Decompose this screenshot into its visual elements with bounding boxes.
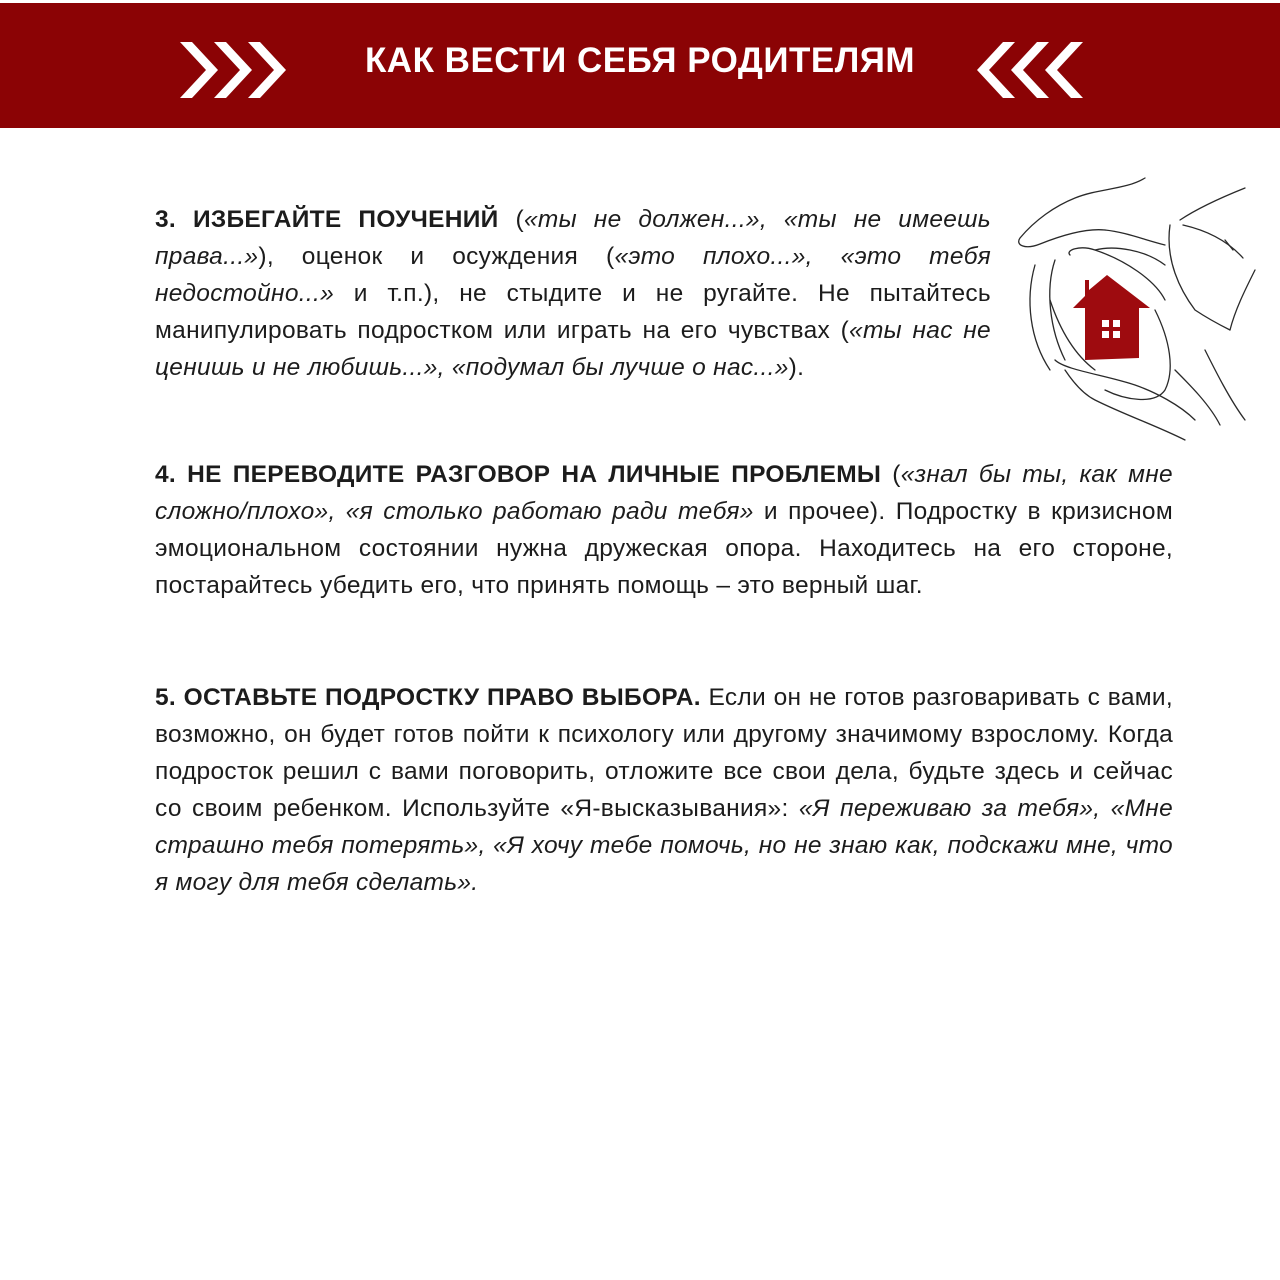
header-banner	[0, 3, 1280, 128]
section-4-text: (	[881, 461, 901, 488]
section-5-text: Если он не готов разговаривать с вами, возможно, он будет готов пойти к психологу или другому значимому взрослому. Когда подросток решил с вами поговорить, отложите все свои дела, будьте здесь и сейчас со своим ребенком. Используйте «Я-высказывания»:	[155, 684, 1173, 822]
section-4-text: и прочее). Подростку в кризисном эмоциональном состоянии нужна дружеская опора. Находитесь на его стороне, постарайтесь убедить его, что принять помощь – это верный шаг.	[155, 498, 1173, 599]
section-3-quote: «это плохо...», «это тебя недостойно...»	[155, 243, 991, 307]
section-5-quote: «Я переживаю за тебя», «Мне страшно тебя потерять», «Я хочу тебе помочь, но не знаю как, подскажи мне, что я могу для тебя сделать».	[155, 795, 1173, 896]
chevrons-left-icon	[975, 40, 1085, 100]
section-3-paragraph	[155, 201, 991, 386]
section-4-paragraph	[155, 456, 1173, 604]
page-title: КАК ВЕСТИ СЕБЯ РОДИТЕЛЯМ	[364, 41, 916, 80]
section-3-quote: «ты не должен...», «ты не имеешь права...»	[155, 206, 991, 270]
section-5-heading: ОСТАВЬТЕ ПОДРОСТКУ ПРАВО ВЫБОРА.	[183, 684, 701, 711]
section-3-number: 3.	[155, 206, 177, 233]
section-4-heading: НЕ ПЕРЕВОДИТЕ РАЗГОВОР НА ЛИЧНЫЕ ПРОБЛЕМЫ	[187, 461, 882, 488]
section-3-text: ), оценок и осуждения (	[258, 243, 615, 270]
section-3-text: (	[498, 206, 524, 233]
section-4-quote: «знал бы ты, как мне сложно/плохо», «я столько работаю ради тебя»	[155, 461, 1173, 525]
chevrons-right-icon	[178, 40, 288, 100]
section-3-heading: ИЗБЕГАЙТЕ ПОУЧЕНИЙ	[192, 206, 499, 233]
section-3-text: ).	[788, 354, 805, 381]
section-4-number: 4.	[155, 461, 177, 488]
section-3-text: и т.п.), не стыдите и не ругайте. Не пытайтесь манипулировать подростком или играть на его чувствах (	[155, 280, 991, 344]
hands-holding-house-icon	[1005, 170, 1260, 450]
section-5-number: 5.	[155, 684, 177, 711]
section-3-quote: «ты нас не ценишь и не любишь...», «подумал бы лучше о нас...»	[155, 317, 991, 381]
section-5-paragraph	[155, 679, 1173, 901]
